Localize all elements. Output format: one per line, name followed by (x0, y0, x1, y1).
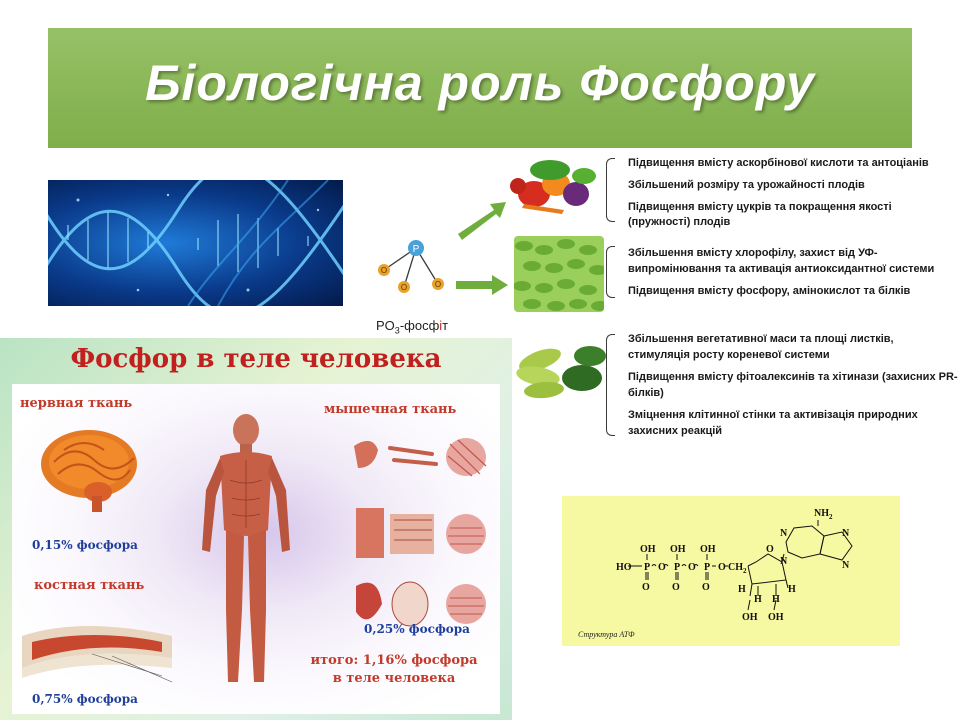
title-banner (48, 28, 912, 148)
bracket (606, 158, 615, 222)
caption-prefix: PO (376, 318, 395, 333)
effect-text: Підвищення вмісту цукрів та покращення якості (628, 201, 892, 213)
leaf-cells-image (514, 236, 604, 312)
effect-text: білків) (628, 387, 664, 399)
atp-oh: OH (742, 612, 758, 623)
caption-end: т (442, 318, 449, 333)
atp-caption: Структура АТФ (578, 630, 635, 639)
effect-text: Збільшений розміру та урожайності плодів (628, 179, 865, 191)
atp-p: P (704, 562, 711, 573)
molecule-caption (376, 318, 448, 336)
total-line-1: итого: 1,16% фосфора (310, 653, 478, 668)
atp-nh2: $NH_2$ (814, 508, 833, 521)
arrow-up-right-icon (454, 196, 510, 242)
bone-illustration (22, 606, 182, 686)
atp-n: N (842, 560, 850, 571)
bracket (606, 334, 615, 436)
poster-panel (12, 384, 500, 714)
total-line-2: в теле человека (332, 671, 456, 686)
oxygen-label: O (400, 283, 408, 292)
effect-text: Збільшення вегетативної маси та площі листків, (628, 333, 894, 345)
effect-text: захисних реакцій (628, 425, 723, 437)
nerve-tissue-label: нервная ткань (20, 396, 133, 411)
atp-n: N (842, 528, 850, 539)
atp-oh: OH (768, 612, 784, 623)
muscle-tissue-label: мышечная ткань (324, 402, 457, 417)
atp-oh: OH (640, 544, 656, 555)
dna-image (48, 180, 343, 306)
effect-text: Збільшення вмісту хлорофілу, захист від УФ- (628, 247, 878, 259)
caption-suffix: -фосф (399, 318, 440, 333)
effect-text: Підвищення вмісту фітоалексинів та хітинази (захисних PR- (628, 371, 958, 383)
atp-p: P (644, 562, 651, 573)
effect-text: Підвищення вмісту фосфору, амінокислот та білків (628, 285, 911, 297)
atp-formula (562, 496, 900, 630)
total-phosphorus (294, 652, 494, 688)
atp-o: O (672, 582, 680, 593)
oxygen-label: O (380, 266, 388, 275)
bone-percent: 0,75% фосфора (32, 692, 138, 706)
vegetables-image (504, 152, 600, 216)
oxygen-label: O (434, 280, 442, 289)
effect-text: Підвищення вмісту аскорбінової кислоти та антоціанів (628, 157, 929, 169)
effect-text: (пружності) плодів (628, 216, 731, 228)
muscle-percent: 0,25% фосфора (364, 622, 470, 636)
atp-o: O (642, 582, 650, 593)
effect-text: випромінювання та активація антиоксидантної системи (628, 263, 935, 275)
atp-o: O (766, 544, 774, 555)
page-title: Біологічна роль Фосфору (145, 55, 815, 111)
atp-oh: OH (670, 544, 686, 555)
atp-ch2: $CH_2$ (728, 562, 747, 575)
bone-tissue-label: костная ткань (34, 578, 145, 593)
dna-helix-illustration (48, 180, 343, 306)
atp-o: O (688, 562, 696, 573)
effect-text: стимуляція росту кореневої системи (628, 349, 830, 361)
poster-title: Фосфор в теле человека (70, 344, 442, 374)
nerve-percent: 0,15% фосфора (32, 538, 138, 552)
human-phosphorus-poster (0, 338, 512, 720)
atp-h: H (788, 584, 796, 595)
atp-h: H (754, 594, 762, 605)
phosphorus-label: P (412, 244, 420, 255)
caption-red-letter: і (439, 318, 443, 333)
atp-o: O (718, 562, 726, 573)
atp-n: N (780, 528, 788, 539)
soybean-pods-image (510, 330, 610, 406)
atp-o: O (702, 582, 710, 593)
muscle-tissue-illustrations (348, 434, 494, 634)
atp-n: N (780, 556, 788, 567)
atp-h: H (772, 594, 780, 605)
effect-text: Зміцнення клітинної стінки та активізація природних (628, 409, 918, 421)
atp-h: H (738, 584, 746, 595)
atp-o: O (658, 562, 666, 573)
brain-illustration (34, 422, 144, 512)
human-muscle-figure (198, 410, 294, 700)
bracket (606, 246, 615, 298)
atp-structure-panel (562, 496, 900, 646)
atp-p: P (674, 562, 681, 573)
arrow-right-icon (454, 274, 510, 296)
atp-ho: HO (616, 562, 632, 573)
atp-oh: OH (700, 544, 716, 555)
caption-sub: 3 (394, 325, 400, 336)
